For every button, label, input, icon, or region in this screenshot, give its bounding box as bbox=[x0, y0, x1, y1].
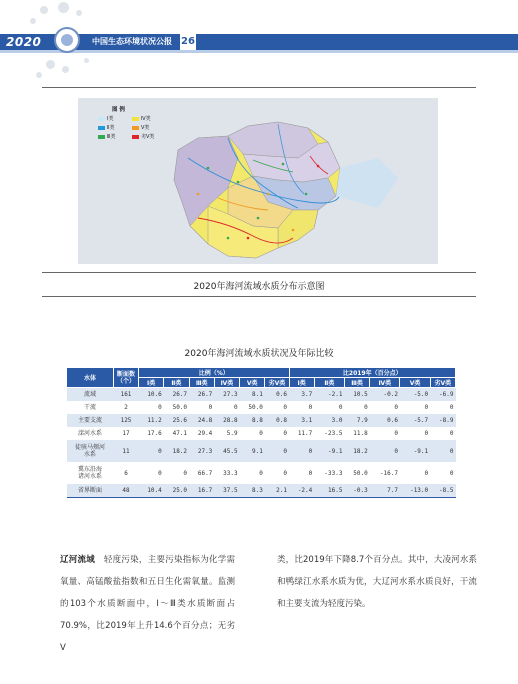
cell-delta: 3.7 bbox=[289, 388, 314, 402]
cell-delta: -5.0 bbox=[400, 388, 430, 402]
cell-delta: 0 bbox=[289, 440, 314, 462]
cell-delta: 11.7 bbox=[289, 427, 314, 440]
map-caption: 2020年海河流域水质分布示意图 bbox=[193, 282, 325, 292]
legend-item bbox=[132, 133, 154, 139]
cell-ratio: 17.6 bbox=[139, 427, 164, 440]
cell-delta: -0.2 bbox=[370, 388, 400, 402]
cell-delta: -8.9 bbox=[430, 414, 455, 427]
cell-ratio: 2.1 bbox=[265, 484, 289, 498]
legend-swatch bbox=[132, 135, 139, 139]
cell-ratio: 0 bbox=[139, 440, 164, 462]
cell-ratio: 66.7 bbox=[189, 462, 214, 484]
legend-title: 图 例 bbox=[112, 107, 125, 113]
row-section-count: 17 bbox=[114, 427, 139, 440]
cell-delta: -0.3 bbox=[344, 484, 369, 498]
cell-delta: 0 bbox=[400, 462, 430, 484]
cell-delta: 18.2 bbox=[344, 440, 369, 462]
col-header-compare-class: 劣Ⅴ类 bbox=[430, 378, 455, 388]
cell-ratio: 45.5 bbox=[214, 440, 239, 462]
cell-delta: -2.1 bbox=[314, 388, 344, 402]
table-row bbox=[67, 484, 456, 498]
cell-delta: 16.5 bbox=[314, 484, 344, 498]
col-group-ratio: 比例（%） bbox=[139, 368, 290, 378]
cell-ratio: 8.3 bbox=[240, 484, 265, 498]
table-title: 2020年海河流域水质状况及年际比较 bbox=[184, 349, 334, 359]
cell-delta: 0 bbox=[370, 440, 400, 462]
cell-ratio: 0.8 bbox=[265, 414, 289, 427]
cell-delta: 50.0 bbox=[344, 462, 369, 484]
cell-ratio: 9.1 bbox=[240, 440, 265, 462]
cell-delta: 0 bbox=[430, 462, 455, 484]
paragraph-left: 轻度污染，主要污染指标为化学需氧量、高锰酸盐指数和五日生化需氧量。监测的103个水质断面中，Ⅰ～Ⅲ类水质断面占70.9%，比2019年上升14.6个百分点；无劣Ⅴ bbox=[60, 555, 235, 653]
cell-delta: 0 bbox=[430, 427, 455, 440]
page-header bbox=[0, 0, 518, 92]
row-water-body: 流域 bbox=[67, 388, 114, 402]
cell-delta: 11.8 bbox=[344, 427, 369, 440]
cell-ratio: 0 bbox=[189, 401, 214, 414]
cell-ratio: 0 bbox=[240, 427, 265, 440]
row-section-count: 125 bbox=[114, 414, 139, 427]
table-row bbox=[67, 440, 456, 462]
cell-delta: 0 bbox=[430, 401, 455, 414]
legend-item bbox=[98, 115, 113, 121]
cell-delta: 10.5 bbox=[344, 388, 369, 402]
cell-ratio: 18.2 bbox=[164, 440, 189, 462]
cell-ratio: 24.8 bbox=[189, 414, 214, 427]
legend-swatch bbox=[98, 126, 105, 130]
legend-label: Ⅰ类 bbox=[107, 116, 114, 122]
lead-term: 辽河流域 bbox=[60, 555, 96, 565]
caption-rule bbox=[42, 296, 476, 297]
legend-item bbox=[132, 124, 149, 130]
col-group-compare: 比2019年（百分点） bbox=[289, 368, 456, 378]
table-row bbox=[67, 414, 456, 427]
cell-ratio: 33.3 bbox=[214, 462, 239, 484]
legend-item bbox=[132, 115, 151, 121]
cell-ratio: 50.0 bbox=[164, 401, 189, 414]
cell-ratio: 11.2 bbox=[139, 414, 164, 427]
col-header-ratio-class: Ⅱ类 bbox=[164, 378, 189, 388]
cell-ratio: 47.1 bbox=[164, 427, 189, 440]
cell-delta: 3.0 bbox=[314, 414, 344, 427]
row-water-body: 省界断面 bbox=[67, 484, 114, 498]
cell-delta: -33.3 bbox=[314, 462, 344, 484]
legend-label: Ⅳ类 bbox=[141, 116, 151, 122]
col-header-sections: 断面数（个） bbox=[114, 368, 139, 388]
cell-ratio: 26.7 bbox=[189, 388, 214, 402]
legend-item bbox=[98, 124, 114, 130]
cell-ratio: 0 bbox=[265, 462, 289, 484]
legend-label: Ⅴ类 bbox=[141, 125, 150, 131]
cell-delta: 0 bbox=[400, 401, 430, 414]
col-header-compare-class: Ⅳ类 bbox=[370, 378, 400, 388]
row-water-body: 冀东沿海 诸河水系 bbox=[67, 462, 114, 484]
row-section-count: 6 bbox=[114, 462, 139, 484]
logo-circle-icon bbox=[54, 27, 80, 53]
cell-delta: 0 bbox=[344, 401, 369, 414]
cell-delta: -13.0 bbox=[400, 484, 430, 498]
row-water-body: 徒骇马颊河 水系 bbox=[67, 440, 114, 462]
col-header-ratio-class: Ⅴ类 bbox=[240, 378, 265, 388]
header-band-shadow bbox=[0, 50, 518, 53]
cell-ratio: 27.3 bbox=[189, 440, 214, 462]
cell-ratio: 10.4 bbox=[139, 484, 164, 498]
map-image bbox=[78, 98, 438, 264]
cell-delta: -16.7 bbox=[370, 462, 400, 484]
water-quality-table bbox=[66, 367, 456, 498]
legend-swatch bbox=[132, 126, 139, 130]
cell-delta: 0 bbox=[430, 440, 455, 462]
col-header-compare-class: Ⅰ类 bbox=[289, 378, 314, 388]
cell-ratio: 5.9 bbox=[214, 427, 239, 440]
table-row bbox=[67, 401, 456, 414]
col-header-ratio-class: 劣Ⅴ类 bbox=[265, 378, 289, 388]
row-water-body: 干流 bbox=[67, 401, 114, 414]
cell-ratio: 0 bbox=[139, 401, 164, 414]
cell-delta: 0 bbox=[400, 427, 430, 440]
col-header-compare-class: Ⅲ类 bbox=[344, 378, 369, 388]
legend-label: 劣Ⅴ类 bbox=[141, 134, 155, 140]
cell-delta: -8.5 bbox=[430, 484, 455, 498]
col-header-water-body: 水体 bbox=[67, 368, 114, 388]
col-header-ratio-class: Ⅰ类 bbox=[139, 378, 164, 388]
legend-label: Ⅱ类 bbox=[107, 125, 115, 131]
cell-delta: -9.1 bbox=[400, 440, 430, 462]
row-section-count: 2 bbox=[114, 401, 139, 414]
cell-ratio: 0 bbox=[265, 440, 289, 462]
cell-delta: 0 bbox=[370, 401, 400, 414]
row-section-count: 161 bbox=[114, 388, 139, 402]
report-year: 2020 bbox=[6, 35, 42, 49]
cell-delta: -5.7 bbox=[400, 414, 430, 427]
cell-ratio: 0 bbox=[265, 401, 289, 414]
cell-ratio: 10.6 bbox=[139, 388, 164, 402]
legend-swatch bbox=[98, 135, 105, 139]
cell-delta: 0 bbox=[370, 427, 400, 440]
cell-ratio: 0 bbox=[139, 462, 164, 484]
cell-ratio: 29.4 bbox=[189, 427, 214, 440]
cell-delta: 3.1 bbox=[289, 414, 314, 427]
cell-ratio: 25.6 bbox=[164, 414, 189, 427]
table-row bbox=[67, 388, 456, 402]
table-row bbox=[67, 427, 456, 440]
cell-ratio: 0.6 bbox=[265, 388, 289, 402]
cell-ratio: 37.5 bbox=[214, 484, 239, 498]
table-row bbox=[67, 462, 456, 484]
col-header-ratio-class: Ⅳ类 bbox=[214, 378, 239, 388]
legend-swatch bbox=[132, 117, 139, 121]
cell-ratio: 26.7 bbox=[164, 388, 189, 402]
cell-ratio: 25.0 bbox=[164, 484, 189, 498]
basin-map-graphic bbox=[78, 98, 438, 264]
cell-delta: 0 bbox=[314, 401, 344, 414]
cell-ratio: 0 bbox=[164, 462, 189, 484]
page-number: 26 bbox=[180, 34, 196, 50]
cell-ratio: 8.8 bbox=[240, 414, 265, 427]
cell-delta: -6.9 bbox=[430, 388, 455, 402]
legend-item bbox=[98, 133, 115, 139]
cell-delta: 7.7 bbox=[370, 484, 400, 498]
cell-delta: -9.1 bbox=[314, 440, 344, 462]
cell-ratio: 16.7 bbox=[189, 484, 214, 498]
cell-ratio: 50.0 bbox=[240, 401, 265, 414]
cell-delta: -23.5 bbox=[314, 427, 344, 440]
map-figure bbox=[42, 87, 476, 273]
row-water-body: 滦河水系 bbox=[67, 427, 114, 440]
cell-ratio: 0 bbox=[240, 462, 265, 484]
cell-delta: 0 bbox=[289, 462, 314, 484]
row-section-count: 48 bbox=[114, 484, 139, 498]
cell-ratio: 0 bbox=[265, 427, 289, 440]
paragraph-right: 类，比2019年下降8.7个百分点。其中，大凌河水系和鸭绿江水系水质为优，大辽河水系水质良好，干流和主要支流为轻度污染。 bbox=[277, 555, 477, 609]
legend-swatch bbox=[98, 117, 105, 121]
report-title: 中国生态环境状况公报 bbox=[92, 37, 172, 46]
row-section-count: 11 bbox=[114, 440, 139, 462]
col-header-ratio-class: Ⅲ类 bbox=[189, 378, 214, 388]
cell-delta: 0.6 bbox=[370, 414, 400, 427]
cell-ratio: 0 bbox=[214, 401, 239, 414]
row-water-body: 主要支流 bbox=[67, 414, 114, 427]
cell-ratio: 27.3 bbox=[214, 388, 239, 402]
cell-delta: 0 bbox=[289, 401, 314, 414]
cell-ratio: 8.1 bbox=[240, 388, 265, 402]
col-header-compare-class: Ⅱ类 bbox=[314, 378, 344, 388]
cell-delta: -2.4 bbox=[289, 484, 314, 498]
text-column-right bbox=[277, 549, 477, 615]
cell-delta: 7.9 bbox=[344, 414, 369, 427]
col-header-compare-class: Ⅴ类 bbox=[400, 378, 430, 388]
text-column-left bbox=[60, 549, 235, 659]
legend-label: Ⅲ类 bbox=[107, 134, 116, 140]
cell-ratio: 28.8 bbox=[214, 414, 239, 427]
